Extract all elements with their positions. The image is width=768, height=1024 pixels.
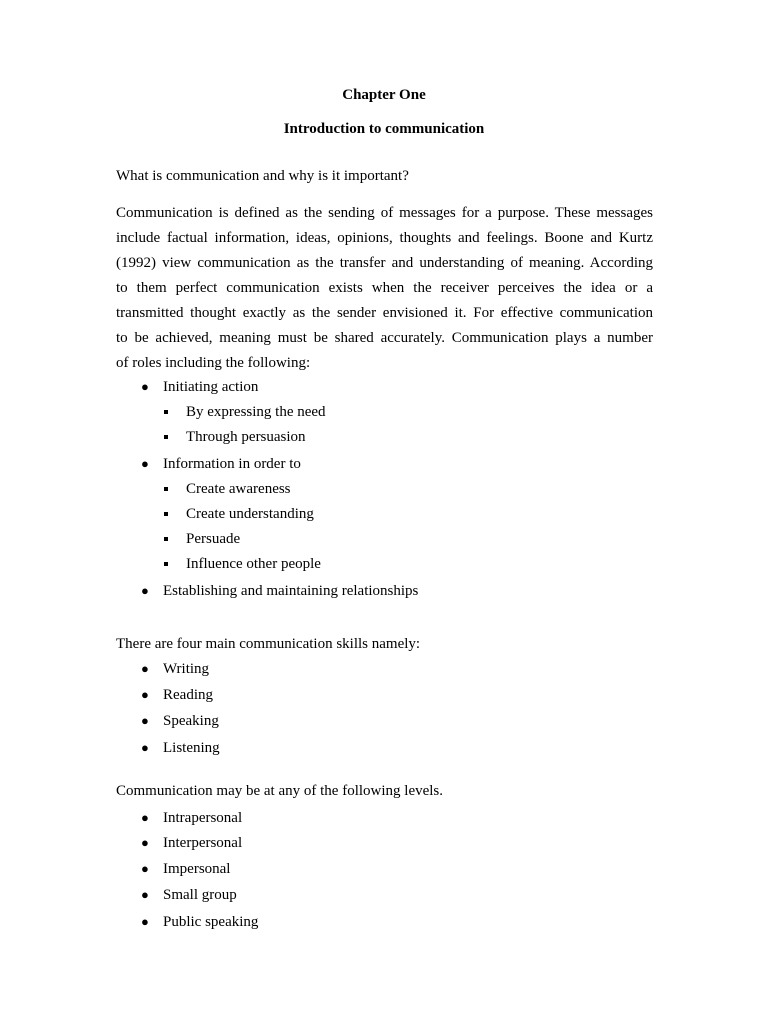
square-bullet-icon [164, 562, 168, 566]
list-item: Writing [163, 661, 210, 677]
square-bullet-icon [164, 410, 168, 414]
list-item: Small group [163, 887, 237, 903]
levels-intro: Communication may be at any of the following levels. [116, 783, 444, 799]
sub-list-item: Influence other people [186, 556, 321, 572]
list-item: Speaking [163, 713, 219, 729]
bullet-icon: ● [141, 810, 149, 825]
bullet-icon: ● [141, 914, 149, 929]
bullet-icon: ● [141, 713, 149, 728]
bullet-icon: ● [141, 687, 149, 702]
paragraph-line: (1992) view communication as the transfer and understanding of meaning. According [116, 255, 653, 271]
sub-list-item: Create understanding [186, 506, 314, 522]
bullet-icon: ● [141, 456, 149, 471]
square-bullet-icon [164, 512, 168, 516]
paragraph-line: to them perfect communication exists when the receiver perceives the idea or a [116, 280, 653, 296]
list-item: Information in order to [163, 456, 301, 472]
list-item: Interpersonal [163, 835, 243, 851]
square-bullet-icon [164, 487, 168, 491]
paragraph-line: Communication is defined as the sending of messages for a purpose. These messages [116, 205, 653, 221]
section-question: What is communication and why is it important? [116, 168, 409, 184]
list-item: Listening [163, 740, 220, 756]
sub-list-item: By expressing the need [186, 404, 326, 420]
list-item: Reading [163, 687, 213, 703]
bullet-icon: ● [141, 740, 149, 755]
square-bullet-icon [164, 537, 168, 541]
square-bullet-icon [164, 435, 168, 439]
bullet-icon: ● [141, 887, 149, 902]
chapter-title: Introduction to communication [283, 121, 485, 137]
list-item: Impersonal [163, 861, 231, 877]
bullet-icon: ● [141, 861, 149, 876]
list-item: Establishing and maintaining relationships [163, 583, 419, 599]
bullet-icon: ● [141, 583, 149, 598]
paragraph-line: of roles including the following: [116, 355, 311, 371]
list-item: Intrapersonal [163, 810, 243, 826]
skills-intro: There are four main communication skills namely: [116, 636, 421, 652]
bullet-icon: ● [141, 661, 149, 676]
paragraph-line: to be achieved, meaning must be shared accurately. Communication plays a number [116, 330, 653, 346]
sub-list-item: Create awareness [186, 481, 291, 497]
paragraph-line: include factual information, ideas, opinions, thoughts and feelings. Boone and Kurtz [116, 230, 653, 246]
list-item: Public speaking [163, 914, 259, 930]
bullet-icon: ● [141, 379, 149, 394]
sub-list-item: Persuade [186, 531, 241, 547]
chapter-heading: Chapter One [342, 87, 426, 103]
paragraph-line: transmitted thought exactly as the sender envisioned it. For effective communication [116, 305, 653, 321]
sub-list-item: Through persuasion [186, 429, 306, 445]
bullet-icon: ● [141, 835, 149, 850]
list-item: Initiating action [163, 379, 259, 395]
definition-paragraph [116, 201, 653, 376]
